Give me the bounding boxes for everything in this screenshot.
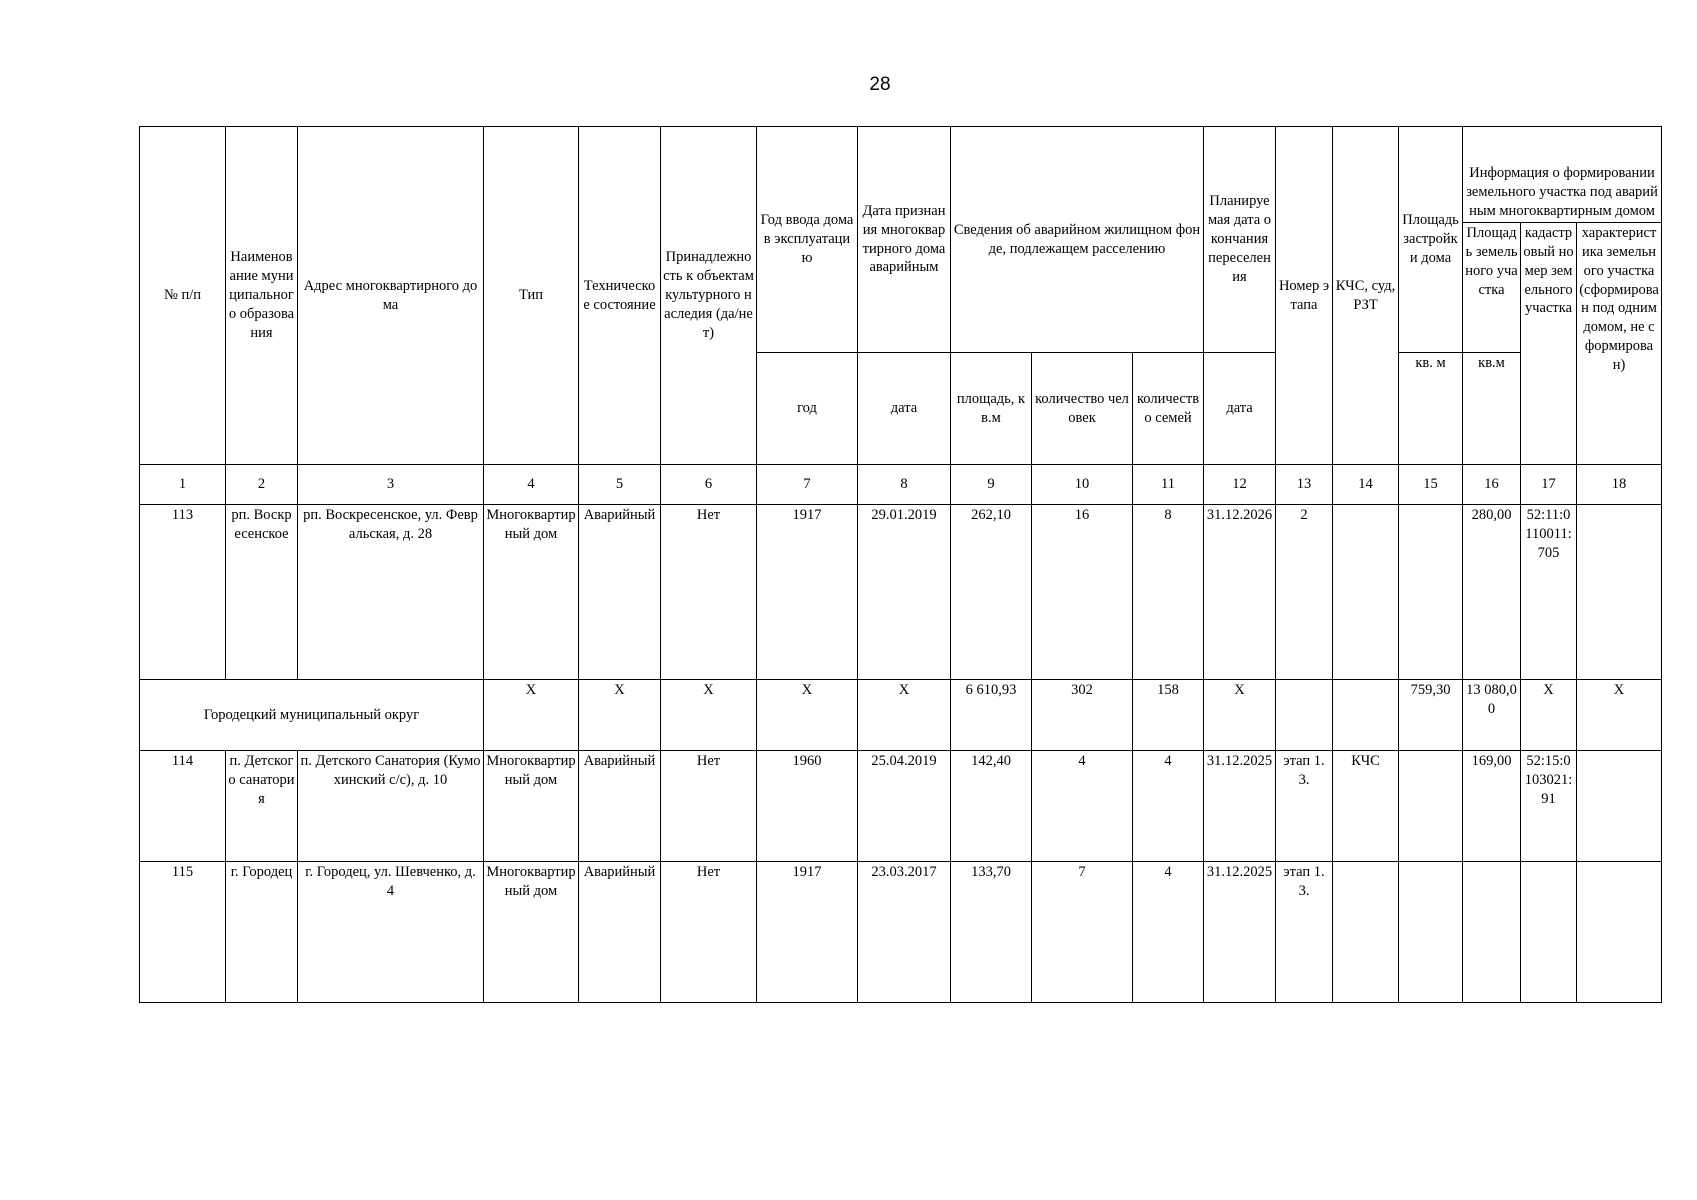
unit-date: дата: [858, 353, 951, 465]
summary-row: [140, 680, 1662, 751]
header-date-recognized: Дата признания многоквартирного дома аварийным: [858, 127, 951, 353]
header-land-area: Площадь земельного участка: [1463, 223, 1521, 353]
cell-date-end: 31.12.2025: [1204, 862, 1276, 1003]
summary-year: Х: [757, 680, 858, 751]
cell-type: Многоквартирный дом: [484, 505, 579, 680]
column-number: 16: [1463, 465, 1521, 505]
column-number: 15: [1399, 465, 1463, 505]
cell-municipality: рп. Воскресенское: [226, 505, 298, 680]
header-cadastral: кадастровый номер земельного участка: [1521, 223, 1577, 465]
column-number: 9: [951, 465, 1032, 505]
cell-land-characteristic: [1577, 862, 1662, 1003]
header-type: Тип: [484, 127, 579, 465]
summary-families: 158: [1133, 680, 1204, 751]
cell-people: 7: [1032, 862, 1133, 1003]
cell-num: 115: [140, 862, 226, 1003]
cell-type: Многоквартирный дом: [484, 862, 579, 1003]
unit-families: количество семей: [1133, 353, 1204, 465]
cell-type: Многоквартирный дом: [484, 751, 579, 862]
header-num: № п/п: [140, 127, 226, 465]
cell-date-end: 31.12.2026: [1204, 505, 1276, 680]
cell-cadastral: 52:11:0110011:705: [1521, 505, 1577, 680]
column-number: 11: [1133, 465, 1204, 505]
cell-area: 262,10: [951, 505, 1032, 680]
unit-land-area: кв.м: [1463, 353, 1521, 465]
cell-address: г. Городец, ул. Шевченко, д. 4: [298, 862, 484, 1003]
page-number: 28: [869, 74, 891, 95]
cell-families: 4: [1133, 862, 1204, 1003]
header-municipality: Наименование муниципального образования: [226, 127, 298, 465]
header-land-plot-group: Информация о формировании земельного участка под аварийным многоквартирным домом: [1463, 127, 1662, 223]
header-kchs: КЧС, суд, РЗТ: [1333, 127, 1399, 465]
column-number: 12: [1204, 465, 1276, 505]
cell-year: 1917: [757, 505, 858, 680]
summary-kchs: [1333, 680, 1399, 751]
unit-people: количество человек: [1032, 353, 1133, 465]
header-condition: Техническое состояние: [579, 127, 661, 465]
cell-land-area: [1463, 862, 1521, 1003]
emergency-housing-table: [139, 126, 1662, 1003]
cell-families: 4: [1133, 751, 1204, 862]
summary-building-area: 759,30: [1399, 680, 1463, 751]
cell-area: 142,40: [951, 751, 1032, 862]
cell-address: п. Детского Санатория (Кумохинский с/с), д. 10: [298, 751, 484, 862]
cell-date-recognized: 25.04.2019: [858, 751, 951, 862]
cell-heritage: Нет: [661, 751, 757, 862]
table-row: [140, 862, 1662, 1003]
cell-stage: этап 1.3.: [1276, 862, 1333, 1003]
summary-stage: [1276, 680, 1333, 751]
unit-year: год: [757, 353, 858, 465]
summary-date-end: Х: [1204, 680, 1276, 751]
column-number: 3: [298, 465, 484, 505]
header-stage: Номер этапа: [1276, 127, 1333, 465]
cell-date-recognized: 29.01.2019: [858, 505, 951, 680]
column-number-row: [140, 465, 1662, 505]
column-number: 14: [1333, 465, 1399, 505]
cell-land-area: 169,00: [1463, 751, 1521, 862]
cell-year: 1917: [757, 862, 858, 1003]
cell-people: 16: [1032, 505, 1133, 680]
cell-building-area: [1399, 505, 1463, 680]
cell-condition: Аварийный: [579, 505, 661, 680]
column-number: 8: [858, 465, 951, 505]
cell-year: 1960: [757, 751, 858, 862]
column-number: 7: [757, 465, 858, 505]
cell-condition: Аварийный: [579, 862, 661, 1003]
column-number: 4: [484, 465, 579, 505]
summary-cadastral: Х: [1521, 680, 1577, 751]
cell-kchs: [1333, 862, 1399, 1003]
cell-municipality: п. Детского санатория: [226, 751, 298, 862]
header-year: Год ввода дома в эксплуатацию: [757, 127, 858, 353]
cell-land-area: 280,00: [1463, 505, 1521, 680]
column-number: 5: [579, 465, 661, 505]
cell-cadastral: 52:15:0103021:91: [1521, 751, 1577, 862]
cell-land-characteristic: [1577, 751, 1662, 862]
summary-condition: Х: [579, 680, 661, 751]
column-number: 6: [661, 465, 757, 505]
header-building-area: Площадь застройки дома: [1399, 127, 1463, 353]
cell-stage: 2: [1276, 505, 1333, 680]
header-address: Адрес многоквартирного дома: [298, 127, 484, 465]
summary-land-area: 13 080,00: [1463, 680, 1521, 751]
column-number: 17: [1521, 465, 1577, 505]
cell-municipality: г. Городец: [226, 862, 298, 1003]
cell-cadastral: [1521, 862, 1577, 1003]
cell-condition: Аварийный: [579, 751, 661, 862]
column-number: 2: [226, 465, 298, 505]
summary-area: 6 610,93: [951, 680, 1032, 751]
column-number: 1: [140, 465, 226, 505]
cell-heritage: Нет: [661, 505, 757, 680]
summary-people: 302: [1032, 680, 1133, 751]
cell-families: 8: [1133, 505, 1204, 680]
column-number: 18: [1577, 465, 1662, 505]
cell-people: 4: [1032, 751, 1133, 862]
cell-num: 113: [140, 505, 226, 680]
cell-kchs: КЧС: [1333, 751, 1399, 862]
cell-land-characteristic: [1577, 505, 1662, 680]
header-planned-end-date: Планируемая дата окончания переселения: [1204, 127, 1276, 353]
cell-kchs: [1333, 505, 1399, 680]
unit-area: площадь, кв.м: [951, 353, 1032, 465]
unit-end-date: дата: [1204, 353, 1276, 465]
table-row: [140, 505, 1662, 680]
summary-type: Х: [484, 680, 579, 751]
cell-stage: этап 1.3.: [1276, 751, 1333, 862]
header-emergency-fund-group: Сведения об аварийном жилищном фонде, подлежащем расселению: [951, 127, 1204, 353]
summary-date-recognized: Х: [858, 680, 951, 751]
cell-date-end: 31.12.2025: [1204, 751, 1276, 862]
column-number: 10: [1032, 465, 1133, 505]
cell-area: 133,70: [951, 862, 1032, 1003]
cell-num: 114: [140, 751, 226, 862]
summary-label: Городецкий муниципальный округ: [140, 680, 484, 751]
table-row: [140, 751, 1662, 862]
cell-date-recognized: 23.03.2017: [858, 862, 951, 1003]
cell-building-area: [1399, 751, 1463, 862]
header-heritage: Принадлежность к объектам культурного наследия (да/нет): [661, 127, 757, 465]
cell-heritage: Нет: [661, 862, 757, 1003]
header-land-characteristic: характеристика земельного участка (сформирован под одним домом, не сформирован): [1577, 223, 1662, 465]
summary-heritage: Х: [661, 680, 757, 751]
cell-building-area: [1399, 862, 1463, 1003]
column-number: 13: [1276, 465, 1333, 505]
summary-land-characteristic: Х: [1577, 680, 1662, 751]
unit-building-area: кв. м: [1399, 353, 1463, 465]
cell-address: рп. Воскресенское, ул. Февральская, д. 28: [298, 505, 484, 680]
